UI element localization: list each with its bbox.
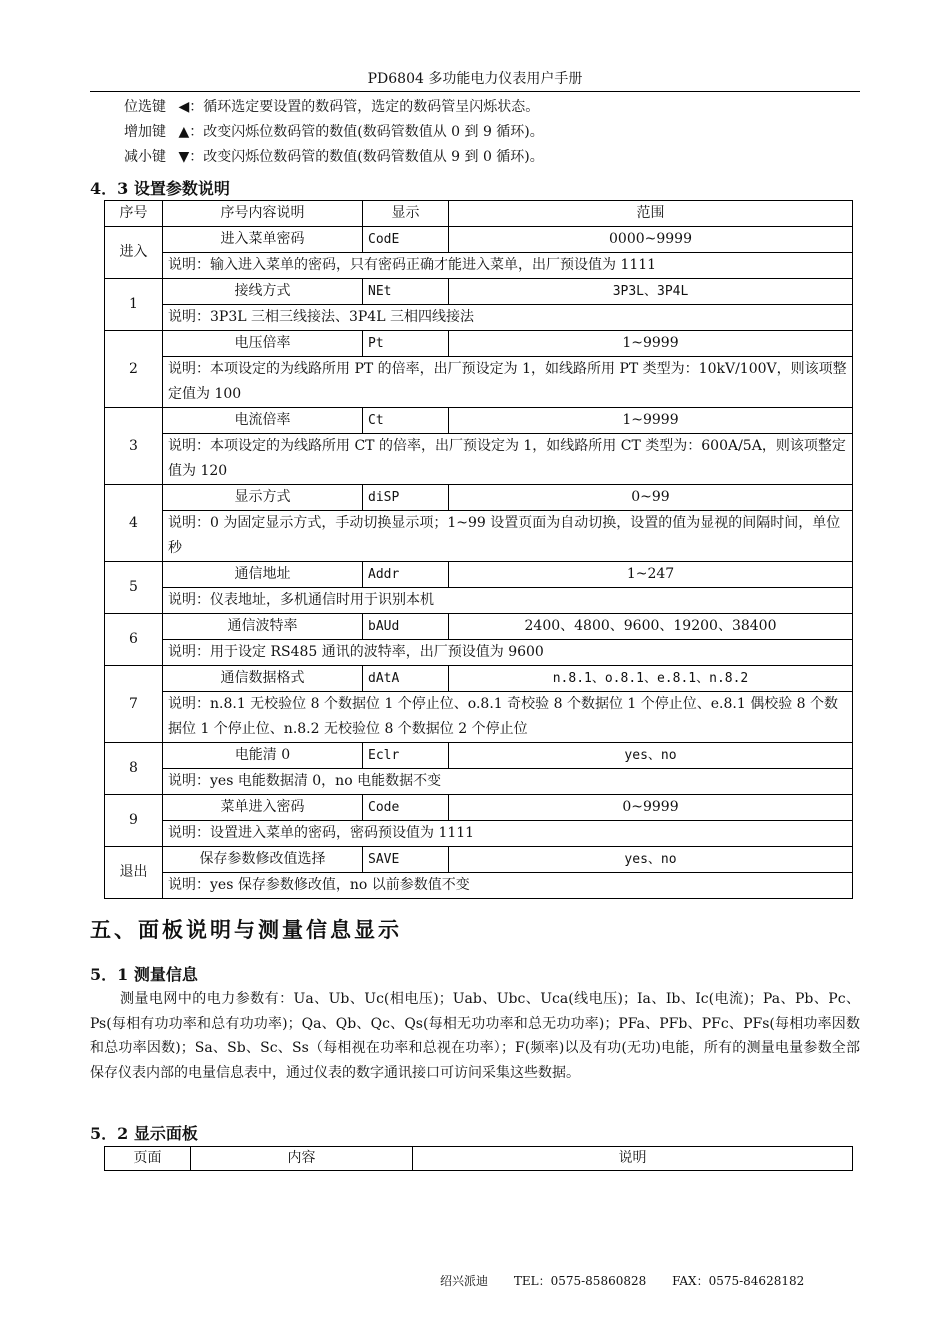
row-range: n.8.1、o.8.1、e.8.1、n.8.2 <box>449 666 853 692</box>
table-row-desc <box>105 692 853 743</box>
row-desc: 说明：yes 电能数据清 0，no 电能数据不变 <box>163 769 853 795</box>
section-5-1-paragraph: 测量电网中的电力参数有：Ua、Ub、Uc(相电压)；Uab、Ubc、Uca(线电压)；Ia、Ib、Ic(电流)；Pa、Pb、Pc、Ps(每相有功功率和总有功功率)；Qa、Qb、Qc、Qs(每相无功功率和总无功功率)；PFa、PFb、PFc、PFs(每相功率因数和总功率因数)；Sa、Sb、Sc、Ss（每相视在功率和总视在功率）；F(频率)以及有功(无功)电能，所有的测量电量参数全部保存仪表内部的电量信息表中，通过仪表的数字通讯接口可访问采集这些数据。 <box>90 991 860 1081</box>
row-name: 通信数据格式 <box>163 666 363 692</box>
table-row <box>105 795 853 821</box>
table-row <box>105 279 853 305</box>
table-row <box>105 485 853 511</box>
row-name: 电压倍率 <box>163 331 363 357</box>
row-code: Ct <box>363 408 449 434</box>
row-name: 保存参数修改值选择 <box>163 847 363 873</box>
table-row-desc <box>105 434 853 485</box>
row-no: 4 <box>105 485 163 562</box>
section-5-1-title: 5．1 测量信息 <box>90 965 198 984</box>
row-desc: 说明：输入进入菜单的密码，只有密码正确才能进入菜单，出厂预设值为 1111 <box>163 253 853 279</box>
header-display: 显示 <box>363 201 449 227</box>
row-range: 0~99 <box>449 485 853 511</box>
row-name: 通信地址 <box>163 562 363 588</box>
section-5-2-title: 5．2 显示面板 <box>90 1124 198 1143</box>
key-select-text: ：循环选定要设置的数码管，选定的数码管呈闪烁状态。 <box>189 99 540 115</box>
table-row-desc <box>105 821 853 847</box>
table-row-desc <box>105 873 853 899</box>
param-table <box>104 200 853 899</box>
panel-header-content: 内容 <box>191 1147 413 1171</box>
row-desc: 说明：用于设定 RS485 通讯的波特率，出厂预设值为 9600 <box>163 640 853 666</box>
panel-header-desc: 说明 <box>413 1147 853 1171</box>
table-row <box>105 331 853 357</box>
row-code: Code <box>363 795 449 821</box>
row-no: 9 <box>105 795 163 847</box>
page-footer <box>440 1272 826 1289</box>
left-arrow-icon: ◀ <box>178 99 190 115</box>
key-increase-name: 增加键 <box>124 124 166 140</box>
row-code: Addr <box>363 562 449 588</box>
section-4-3-title: 4．3 设置参数说明 <box>90 179 230 198</box>
table-row <box>105 614 853 640</box>
row-code: bAUd <box>363 614 449 640</box>
row-desc: 说明：n.8.1 无校验位 8 个数据位 1 个停止位、o.8.1 奇校验 8 个数据位 1 个停止位、e.8.1 偶校验 8 个数据位 1 个停止位、n.8.2 无校验位 8 个数据位 2 个停止位 <box>163 692 853 743</box>
row-code: SAVE <box>363 847 449 873</box>
row-name: 通信波特率 <box>163 614 363 640</box>
row-desc: 说明：0 为固定显示方式，手动切换显示项；1~99 设置页面为自动切换，设置的值为显视的间隔时间，单位秒 <box>163 511 853 562</box>
panel-table <box>104 1146 853 1171</box>
row-range: 1~9999 <box>449 331 853 357</box>
table-row <box>105 227 853 253</box>
table-row-desc <box>105 588 853 614</box>
footer-fax: FAX：0575-84628182 <box>672 1274 805 1288</box>
row-no: 2 <box>105 331 163 408</box>
table-row <box>105 666 853 692</box>
row-range: 2400、4800、9600、19200、38400 <box>449 614 853 640</box>
row-desc: 说明：本项设定的为线路所用 PT 的倍率，出厂预设定为 1，如线路所用 PT 类型为：10kV/100V，则该项整定值为 100 <box>163 357 853 408</box>
row-name: 显示方式 <box>163 485 363 511</box>
table-row <box>105 743 853 769</box>
row-desc: 说明：yes 保存参数修改值，no 以前参数值不变 <box>163 873 853 899</box>
page-header: PD6804 多功能电力仪表用户手册 <box>90 68 860 92</box>
row-range: 0~9999 <box>449 795 853 821</box>
up-arrow-icon: ▲ <box>178 124 190 140</box>
table-row <box>105 562 853 588</box>
row-range: 0000~9999 <box>449 227 853 253</box>
table-row-desc <box>105 769 853 795</box>
row-range: yes、no <box>449 847 853 873</box>
row-name: 电流倍率 <box>163 408 363 434</box>
row-no: 8 <box>105 743 163 795</box>
row-name: 菜单进入密码 <box>163 795 363 821</box>
row-no: 5 <box>105 562 163 614</box>
param-table-header <box>105 201 853 227</box>
row-desc: 说明：仪表地址，多机通信时用于识别本机 <box>163 588 853 614</box>
row-desc: 说明：设置进入菜单的密码，密码预设值为 1111 <box>163 821 853 847</box>
row-no: 1 <box>105 279 163 331</box>
key-decrease-text: ：改变闪烁位数码管的数值(数码管数值从 9 到 0 循环)。 <box>189 149 544 165</box>
header-range: 范围 <box>449 201 853 227</box>
row-code: NEt <box>363 279 449 305</box>
key-increase-text: ：改变闪烁位数码管的数值(数码管数值从 0 到 9 循环)。 <box>189 124 544 140</box>
row-no: 退出 <box>105 847 163 899</box>
down-arrow-icon: ▼ <box>178 149 190 165</box>
footer-company: 绍兴派迪 <box>440 1274 489 1288</box>
row-desc: 说明：本项设定的为线路所用 CT 的倍率，出厂预设定为 1，如线路所用 CT 类型为：600A/5A，则该项整定值为 120 <box>163 434 853 485</box>
table-row-desc <box>105 511 853 562</box>
row-code: diSP <box>363 485 449 511</box>
row-no: 6 <box>105 614 163 666</box>
row-code: Eclr <box>363 743 449 769</box>
header-no: 序号 <box>105 201 163 227</box>
row-range: 1~247 <box>449 562 853 588</box>
row-range: 3P3L、3P4L <box>449 279 853 305</box>
row-range: yes、no <box>449 743 853 769</box>
chapter-5-title: 五、面板说明与测量信息显示 <box>90 917 402 942</box>
table-row <box>105 847 853 873</box>
row-code: CodE <box>363 227 449 253</box>
key-increase-line <box>124 121 544 141</box>
table-row-desc <box>105 305 853 331</box>
table-row-desc <box>105 640 853 666</box>
row-name: 进入菜单密码 <box>163 227 363 253</box>
row-range: 1~9999 <box>449 408 853 434</box>
key-select-line <box>124 96 539 116</box>
key-decrease-line <box>124 146 544 166</box>
panel-header-page: 页面 <box>105 1147 191 1171</box>
row-no: 3 <box>105 408 163 485</box>
header-name: 序号内容说明 <box>163 201 363 227</box>
table-row <box>105 408 853 434</box>
table-row-desc <box>105 357 853 408</box>
row-desc: 说明：3P3L 三相三线接法、3P4L 三相四线接法 <box>163 305 853 331</box>
row-name: 接线方式 <box>163 279 363 305</box>
panel-table-header <box>105 1147 853 1171</box>
key-select-name: 位选键 <box>124 99 166 115</box>
row-code: Pt <box>363 331 449 357</box>
table-row-desc <box>105 253 853 279</box>
footer-tel: TEL：0575-85860828 <box>513 1274 647 1288</box>
row-name: 电能清 0 <box>163 743 363 769</box>
key-decrease-name: 减小键 <box>124 149 166 165</box>
row-code: dAtA <box>363 666 449 692</box>
row-no: 7 <box>105 666 163 743</box>
row-no: 进入 <box>105 227 163 279</box>
